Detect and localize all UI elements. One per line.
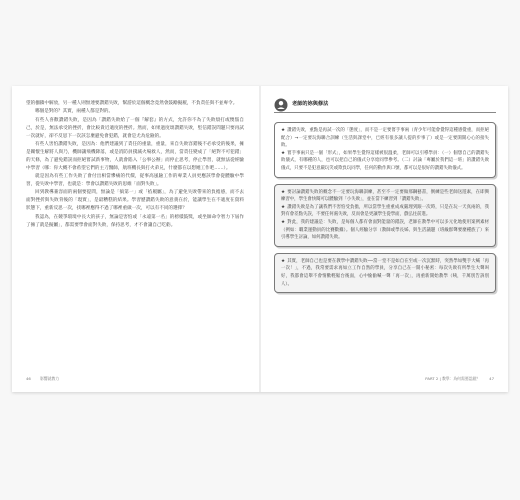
paragraph: 回到教導兼容面的兩個要提問，無論是「搞第一」或「掐履屬」，為了避免失敗帶來的負擔感，而不去面對挫折與失敗背後的「現實」，是最糟糕的結果。學習歷讚錯失敗的意義在於，能讓學生在不適度在資料狀態下，重新反思一次，找哪裡應得不過了哪裡重做一次，可以有不同的選擇？	[26, 190, 244, 212]
tip-item	[281, 189, 489, 204]
section-label: 教學：為何需要認錯？	[441, 376, 480, 381]
part-label: PART 2	[425, 376, 439, 381]
tip-text: 嘗手事兩只是一個「形式」，如果學生覺得這樣被很溫柔，老師可以引導學員：（一）個想自己的讚錯失敗儀式，有哪種的人，也可以把自己的儀式分享給同學參考。（二）討論「專屬於我們這一班」的讚錯失敗儀式，只要不是犯意嚴玩笑或欺負玩同學，任何的動作與口號，都可以是很好的讚錯失敗儀式。	[281, 150, 489, 171]
tip-box	[274, 184, 496, 247]
tip-item	[281, 219, 489, 242]
star-bullet-icon: ★	[281, 258, 286, 264]
footer-separator: |	[439, 376, 442, 381]
page-number: 47	[489, 376, 494, 381]
right-footer	[425, 376, 494, 382]
star-bullet-icon: ★	[281, 189, 286, 195]
tip-text: 其實，老師自己也是要在教學中讚錯失敗──當一堂不是如自在至或一次沉默時，突然學如雙手大喊「再一次！」，不過，我常要需求再如立工作自然的學員，分享自己在一開小秘密：每次失敗有所學生大聲叫好，我都會這舉不會情歡輕鬆台後面，心中偷偷喊一聲「再一次」，再重新開始教學（咦，千萬別告訴別人）。	[281, 258, 489, 287]
page-gutter	[259, 86, 261, 392]
page-number: 46	[26, 376, 31, 381]
tip-item	[281, 150, 489, 173]
paragraph: 望的枷鎖中解放，另一種人則無連要讚錯失敗，幫游於這個概念竟然會鼓勵擬履，不負責任與不並專令。	[26, 101, 238, 106]
tip-text: 要討論讚錯失敗的概念不一定要玩海聯訓練，甚至不一定要做那鋼藝書，倒練是些老師送遊素，在即興練習中，學生會快閱可以體驗到「小失敗」，並在當下練習到「讚錯失敗」。	[281, 189, 489, 203]
book-spread	[12, 86, 508, 392]
left-footer	[26, 376, 59, 382]
tip-item	[281, 204, 489, 219]
star-bullet-icon: ★	[281, 219, 286, 225]
left-page	[26, 100, 244, 370]
tip-text: 對此，我的建議是：失敗，是每個人都有會面對能量的錯誤，老師在教學中可以多元化地使用案例素材（例如：職業運動員的比賽數據）。個人經驗分享（教師或學長姊、與生活議題（班級群聲要麼種族了）來引導學生討論，如何讚錯失敗。	[281, 219, 489, 241]
paragraph: 我認為，在競爭環境中長大的孩子，無論是害怕或「永遠第一名」的榜樣鼓獎，或坐師命令智力下屆作了擁了就是擬屬」，都需要學會面對失敗，保持思考，才不會讓自己吃虧。	[26, 214, 244, 228]
running-title: 影響就教力	[40, 376, 60, 381]
paragraph: 哪個是對的？其實，兩種人都是對的。	[35, 109, 114, 115]
paragraph: 就是因為有些工作失敗了會付出相當慘痛的代價，從事高風險工作的專業人員更應該學會從體驗中學習，從失敗中學習，也就是：學會以讚錯失敗的思維「面對失敗」。	[26, 174, 244, 188]
tip-text: 讚錯失敗是為了讓我們不害怕受負擔，所以當學生重重成成嚴理到跟一次時，只是在玩一天真兩的，我對有會差點失誤，不要任何處失敗，反而會是更讓學生從學面，戲弘往前進。	[281, 204, 489, 218]
tip-item	[281, 258, 489, 288]
star-bullet-icon: ★	[281, 128, 286, 133]
section-header	[274, 96, 496, 113]
star-bullet-icon: ★	[281, 150, 286, 156]
section-title: 老師的妳與修法	[292, 101, 329, 107]
tip-box	[274, 122, 496, 178]
tip-item	[281, 127, 489, 150]
paragraph: 有些人害怕讚錯失敗，是因為：他們建議到了責任的重量，重量，來自失敗容錯後不必承受的後果，擁是關懷生解將人與乃，機師讓飛機降落，或是消防員撲滅火場救人，然而，當責任變成了「絕對不可犯錯」的天條，為了避免錯誤而拒絕嘗試新事物，人就會陷入「公事公辦」而停止思考，停止學習，就無法從經驗中學習（哪：你大概不會希望它們的主刀醫師，航班機長與打火弟兄，什麼都在以想她工作吧……）。	[26, 142, 244, 171]
teacher-badge-icon	[274, 97, 288, 111]
paragraph: 有些人喜歡讚錯失敗，是因為「讚錯失敗給了一個『解套』的方式，允許你不為了失敗煩打或懊惱自己，於是，無法承受的挫折，會比較貴近適度的挫折。然而，如果過度頌讚錯失敗，堅信錯誤問題只要再試一次就好，卻不反思下一次該怎麼避免會犯錯，就會是尤為危險的。	[26, 117, 244, 139]
tip-text: 讚錯失敗，重點是再試一次的「態度」，而不是一定要嘗手事兩（青少年可能會覺得這種感覺重，而拒絕配合）→一定要玩海聯合訓練（生活與課堂中，已經有很多讓人提的步事了）或是一定要開開心心的接失敗。	[281, 128, 489, 149]
tip-box	[274, 253, 496, 293]
star-bullet-icon: ★	[281, 204, 286, 210]
right-page	[274, 96, 496, 376]
